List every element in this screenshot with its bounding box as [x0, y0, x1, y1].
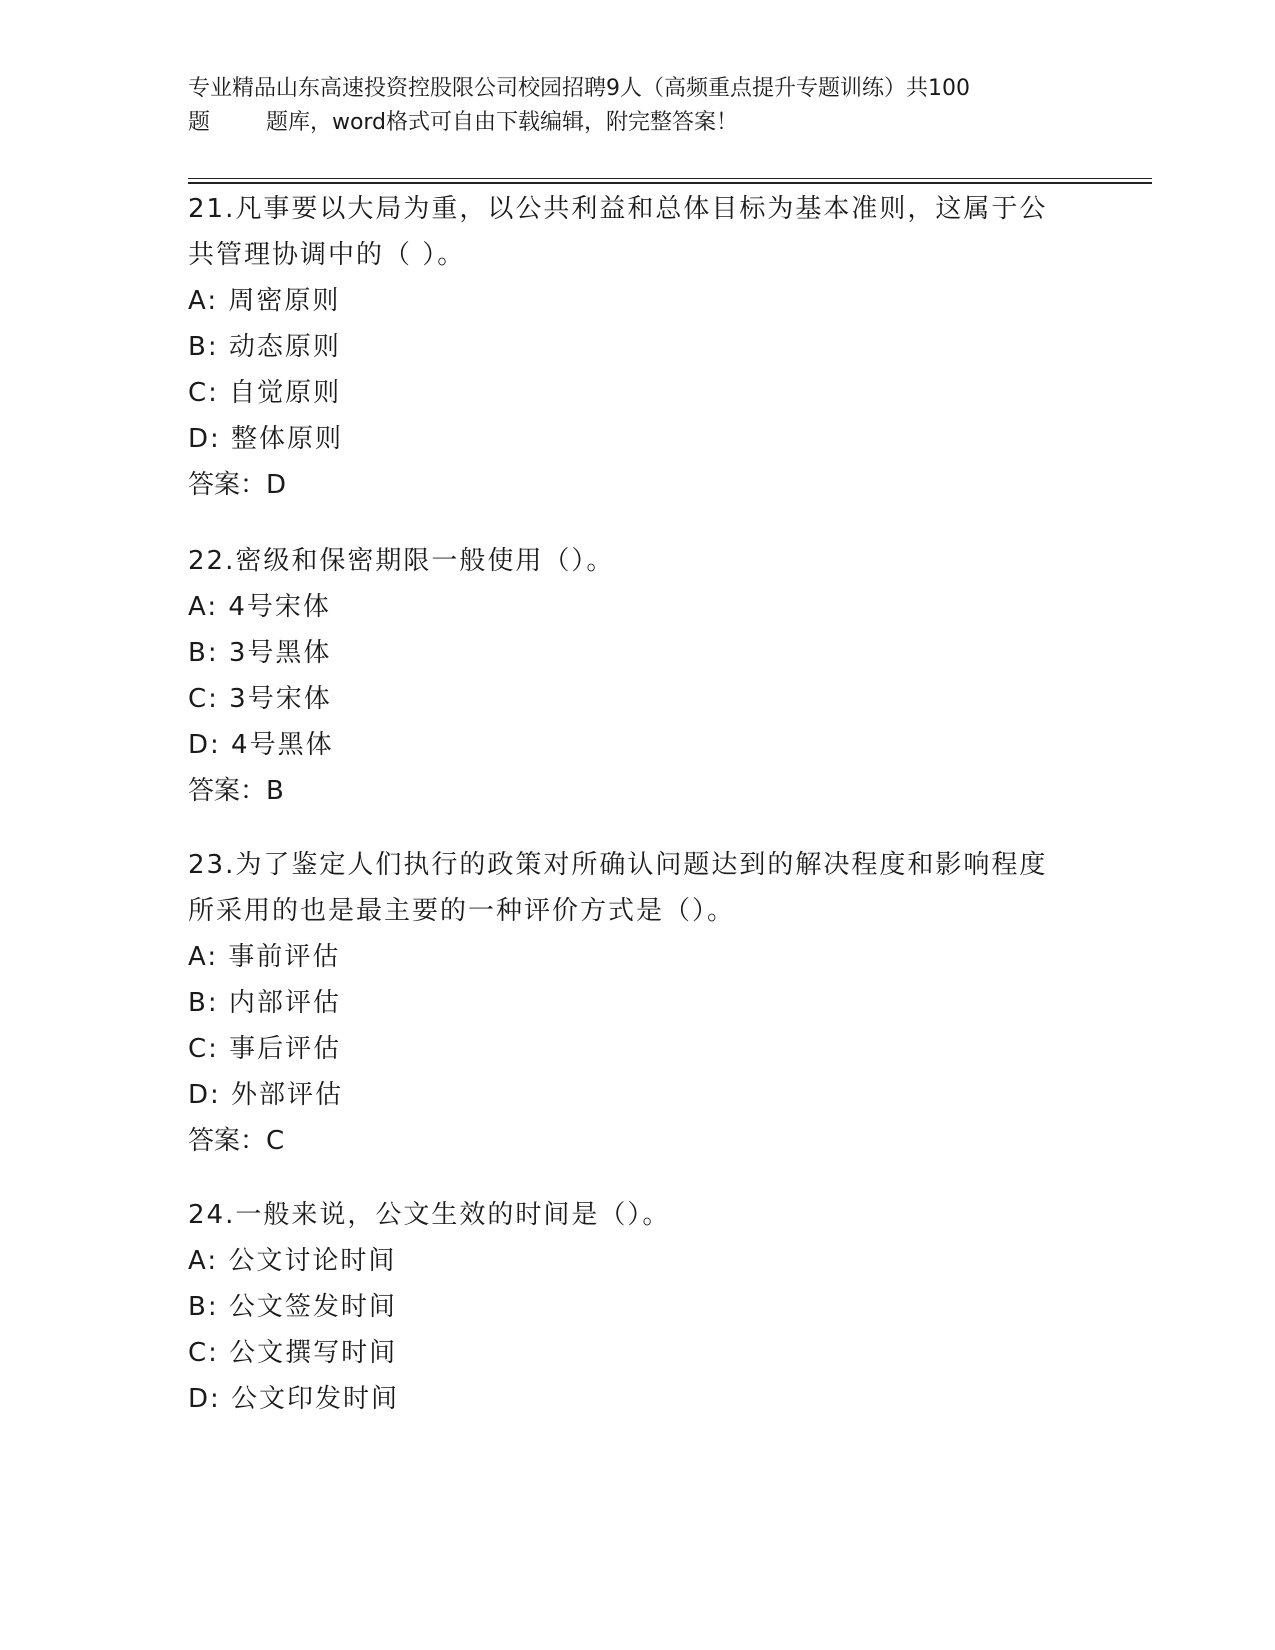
question-stem: 21.凡事要以大局为重，以公共利益和总体目标为基本准则，这属于公 [188, 194, 1048, 224]
answer: 答案：D [188, 470, 287, 500]
option-b: B: 公文签发时间 [188, 1292, 397, 1322]
option-a: A: 周密原则 [188, 286, 341, 316]
question-stem: 23.为了鉴定人们执行的政策对所确认问题达到的解决程度和影响程度 [188, 850, 1048, 880]
question-stem: 24.一般来说，公文生效的时间是（）。 [188, 1200, 671, 1230]
option-b: B: 内部评估 [188, 988, 341, 1018]
header-divider-thin [188, 178, 1152, 179]
option-d: D: 公文印发时间 [188, 1384, 400, 1414]
question-stem-cont: 共管理协调中的（ ）。 [188, 240, 466, 270]
option-c: C: 3号宋体 [188, 684, 332, 714]
option-d: D: 整体原则 [188, 424, 344, 454]
question-21 [188, 186, 1088, 508]
option-b: B: 动态原则 [188, 332, 341, 362]
option-d: D: 4号黑体 [188, 730, 334, 760]
option-b: B: 3号黑体 [188, 638, 332, 668]
header-line-2: 题 题库，word格式可自由下载编辑，附完整答案！ [188, 110, 739, 135]
question-24 [188, 1192, 1088, 1422]
header-divider-thick [188, 182, 1152, 184]
question-stem-cont: 所采用的也是最主要的一种评价方式是（）。 [188, 896, 736, 926]
option-a: A: 事前评估 [188, 942, 341, 972]
option-d: D: 外部评估 [188, 1080, 344, 1110]
document-header [188, 72, 1088, 140]
option-c: C: 事后评估 [188, 1034, 342, 1064]
question-22 [188, 538, 1088, 814]
option-a: A: 4号宋体 [188, 592, 331, 622]
option-c: C: 公文撰写时间 [188, 1338, 398, 1368]
answer: 答案：B [188, 776, 284, 806]
header-line-1: 专业精品山东高速投资控股限公司校园招聘9人（高频重点提升专题训练）共100 [188, 76, 970, 101]
answer: 答案：C [188, 1126, 285, 1156]
option-a: A: 公文讨论时间 [188, 1246, 397, 1276]
question-stem: 22.密级和保密期限一般使用（）。 [188, 546, 615, 576]
question-23 [188, 842, 1088, 1164]
option-c: C: 自觉原则 [188, 378, 342, 408]
